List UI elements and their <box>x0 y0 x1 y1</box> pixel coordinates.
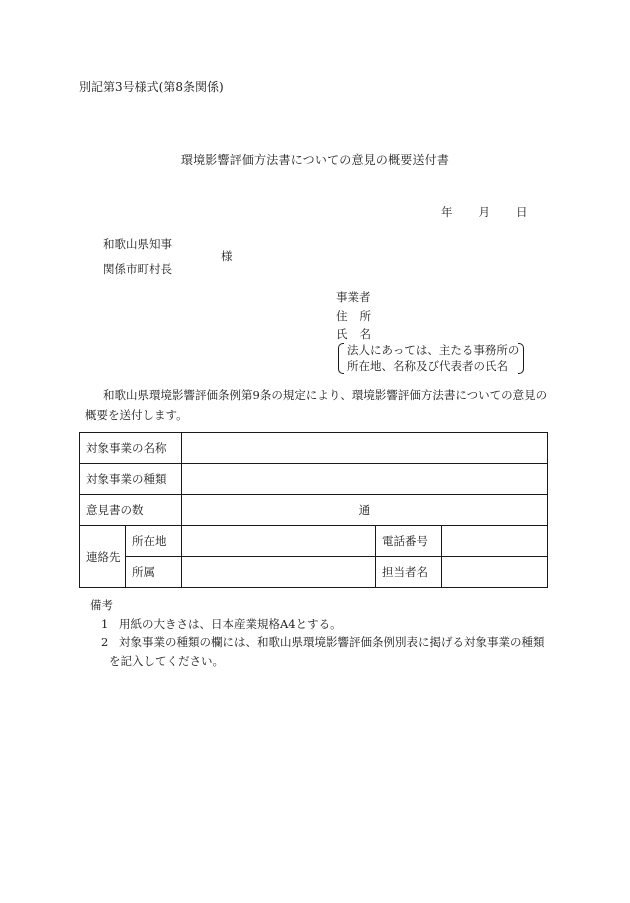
addressee-governor: 和歌山県知事 <box>103 237 172 251</box>
name-label-a: 氏 <box>336 327 348 341</box>
applicant-address-label <box>336 310 371 324</box>
date-day-label: 日 <box>516 205 528 219</box>
phone-label: 電話番号 <box>376 526 442 557</box>
note-number: 1 <box>101 617 109 631</box>
addressee-honorific: 様 <box>221 249 233 263</box>
name-label-b: 名 <box>359 327 371 341</box>
phone-field[interactable] <box>442 526 548 557</box>
applicant-name-label <box>336 328 371 342</box>
person-field[interactable] <box>442 557 548 588</box>
project-name-field[interactable] <box>182 433 548 464</box>
note-text: 対象事業の種類の欄には、和歌山県環境影響評価条例別表に掲げる対象事業の種類 <box>119 635 545 649</box>
addressee-mayors: 関係市町村長 <box>103 262 172 276</box>
project-type-field[interactable] <box>182 464 548 495</box>
note-item-2-continuation: を記入してください。 <box>109 654 224 668</box>
corporate-note-line2: 所在地、名称及び代表者の氏名 <box>347 359 508 373</box>
opinion-count-unit: 通 <box>358 503 371 517</box>
affiliation-field[interactable] <box>182 557 376 588</box>
note-text: 用紙の大きさは、日本産業規格A4とする。 <box>119 617 342 631</box>
body-text-line1: 和歌山県環境影響評価条例第9条の規定により、環境影響評価方法書についての意見の <box>103 388 548 402</box>
location-label: 所在地 <box>126 526 182 557</box>
table-row <box>80 495 548 526</box>
notes-heading: 備考 <box>90 598 113 612</box>
left-bracket <box>338 343 344 374</box>
project-name-label: 対象事業の名称 <box>80 433 182 464</box>
summary-form-table <box>79 432 548 588</box>
affiliation-label: 所属 <box>126 557 182 588</box>
note-number: 2 <box>101 635 109 649</box>
location-field[interactable] <box>182 526 376 557</box>
opinion-count-field[interactable] <box>182 495 548 526</box>
table-row <box>80 433 548 464</box>
date-year-label: 年 <box>441 205 453 219</box>
body-text-line2: 概要を送付します。 <box>85 408 188 422</box>
project-type-label: 対象事業の種類 <box>80 464 182 495</box>
table-row <box>80 526 548 557</box>
date-month-label: 月 <box>478 205 490 219</box>
corporate-note-line1: 法人にあっては、主たる事務所の <box>347 343 520 357</box>
applicant-label: 事業者 <box>336 290 371 304</box>
document-title: 環境影響評価方法書についての意見の概要送付書 <box>180 153 450 167</box>
opinion-count-label: 意見書の数 <box>80 495 182 526</box>
note-item-2 <box>101 636 545 650</box>
form-number: 別記第3号様式(第8条関係) <box>79 80 224 94</box>
table-row <box>80 464 548 495</box>
contact-label: 連絡先 <box>80 526 126 588</box>
date-line <box>441 206 528 220</box>
address-label-a: 住 <box>336 309 348 323</box>
person-label: 担当者名 <box>376 557 442 588</box>
note-item-1 <box>101 618 342 632</box>
table-row <box>80 557 548 588</box>
address-label-b: 所 <box>359 309 371 323</box>
